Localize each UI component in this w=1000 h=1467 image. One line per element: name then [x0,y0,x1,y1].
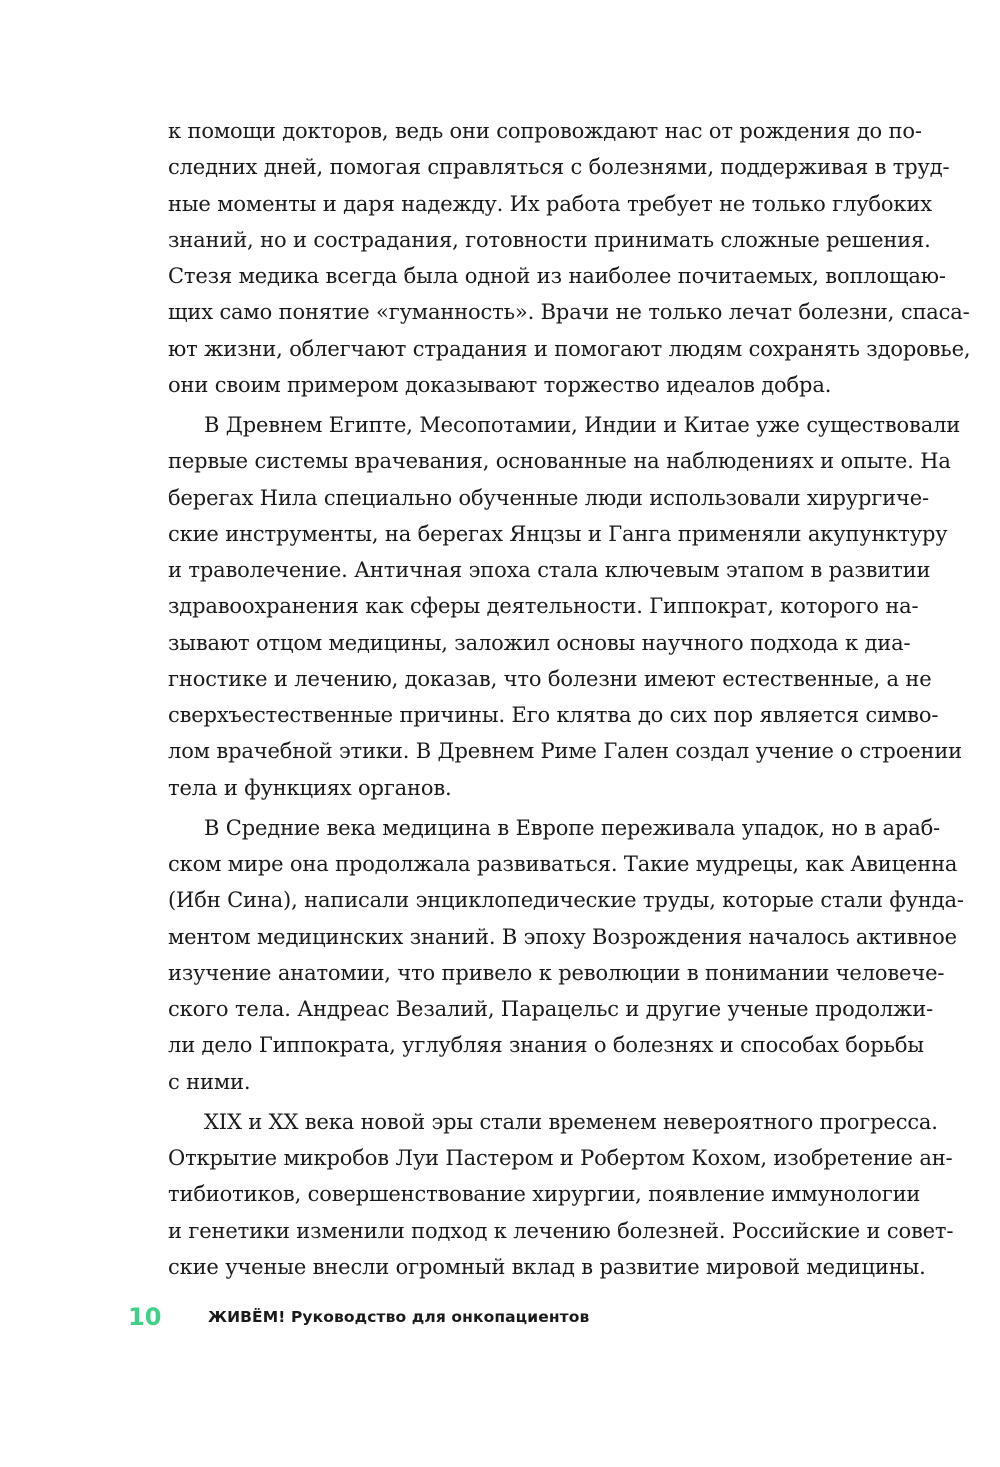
text-line: В Древнем Египте, Месопотамии, Индии и Китае уже существовали [204,413,961,437]
text-line: ского тела. Андреас Везалий, Парацельс и другие ученые продолжи- [168,997,934,1021]
text-line: сверхъестественные причины. Его клятва до сих пор является симво- [168,703,939,727]
text-line: лом врачебной этики. В Древнем Риме Гален создал учение о строении [168,739,963,764]
text-line: гностике и лечению, доказав, что болезни имеют естественные, а не [168,666,932,691]
text-line: ные моменты и даря надежду. Их работа требует не только глубоких [168,191,932,216]
paragraph-4 [168,1104,954,1285]
text-line: тела и функциях органов. [168,775,452,800]
text-line: ют жизни, облегчают страдания и помогают людям сохранять здоровье, [168,336,971,361]
text-line: и генетики изменили подход к лечению болезней. Российские и совет- [168,1218,954,1243]
paragraph-1 [168,113,971,403]
text-line: здравоохранения как сферы деятельности. Гиппократ, которого на- [168,594,919,619]
page-number: 10 [128,1303,162,1331]
text-line: ские ученые внесли огромный вклад в развитие мировой медицины. [168,1254,926,1279]
text-line: первые системы врачевания, основанные на наблюдениях и опыте. На [168,449,951,474]
text-line: ли дело Гиппократа, углубляя знания о болезнях и способах борьбы [168,1033,924,1058]
running-title: ЖИВЁМ! Руководство для онкопациентов [208,1308,590,1326]
text-line: ские инструменты, на берегах Янцзы и Ганга применяли акупунктуру [168,521,948,546]
text-line: зывают отцом медицины, заложил основы научного подхода к диа- [168,630,911,655]
text-line: следних дней, помогая справляться с болезнями, поддерживая в труд- [168,155,950,180]
text-line: изучение анатомии, что привело к революции в понимании человече- [168,960,945,985]
text-line: к помощи докторов, ведь они сопровождают нас от рождения до по- [168,119,922,143]
text-line: с ними. [168,1069,251,1094]
text-line: ментом медицинских знаний. В эпоху Возрождения началось активное [168,924,957,949]
text-line: берегах Нила специально обученные люди использовали хирургиче- [168,485,929,510]
page-footer [128,1299,589,1335]
text-line: щих само понятие «гуманность». Врачи не только лечат болезни, спаса- [168,300,970,325]
text-line: они своим примером доказывают торжество идеалов добра. [168,372,832,397]
text-line: и траволечение. Античная эпоха стала ключевым этапом в развитии [168,558,931,582]
paragraph-3 [168,810,964,1100]
page-body [168,113,971,1285]
text-line: (Ибн Сина), написали энциклопедические труды, которые стали фунда- [168,888,964,913]
text-line: знаний, но и сострадания, готовности принимать сложные решения. [168,227,931,252]
text-line: ском мире она продолжала развиваться. Такие мудрецы, как Авиценна [168,852,958,876]
text-line: Стезя медика всегда была одной из наиболее почитаемых, воплощаю- [168,264,946,288]
text-line: В Средние века медицина в Европе переживала упадок, но в араб- [204,815,941,840]
text-line: Открытие микробов Луи Пастером и Робертом Кохом, изобретение ан- [168,1146,953,1170]
text-line: XIX и XX века новой эры стали временем невероятного прогресса. [204,1109,938,1134]
text-line: тибиотиков, совершенствование хирургии, появление иммунологии [168,1182,921,1207]
paragraph-2 [168,407,963,806]
